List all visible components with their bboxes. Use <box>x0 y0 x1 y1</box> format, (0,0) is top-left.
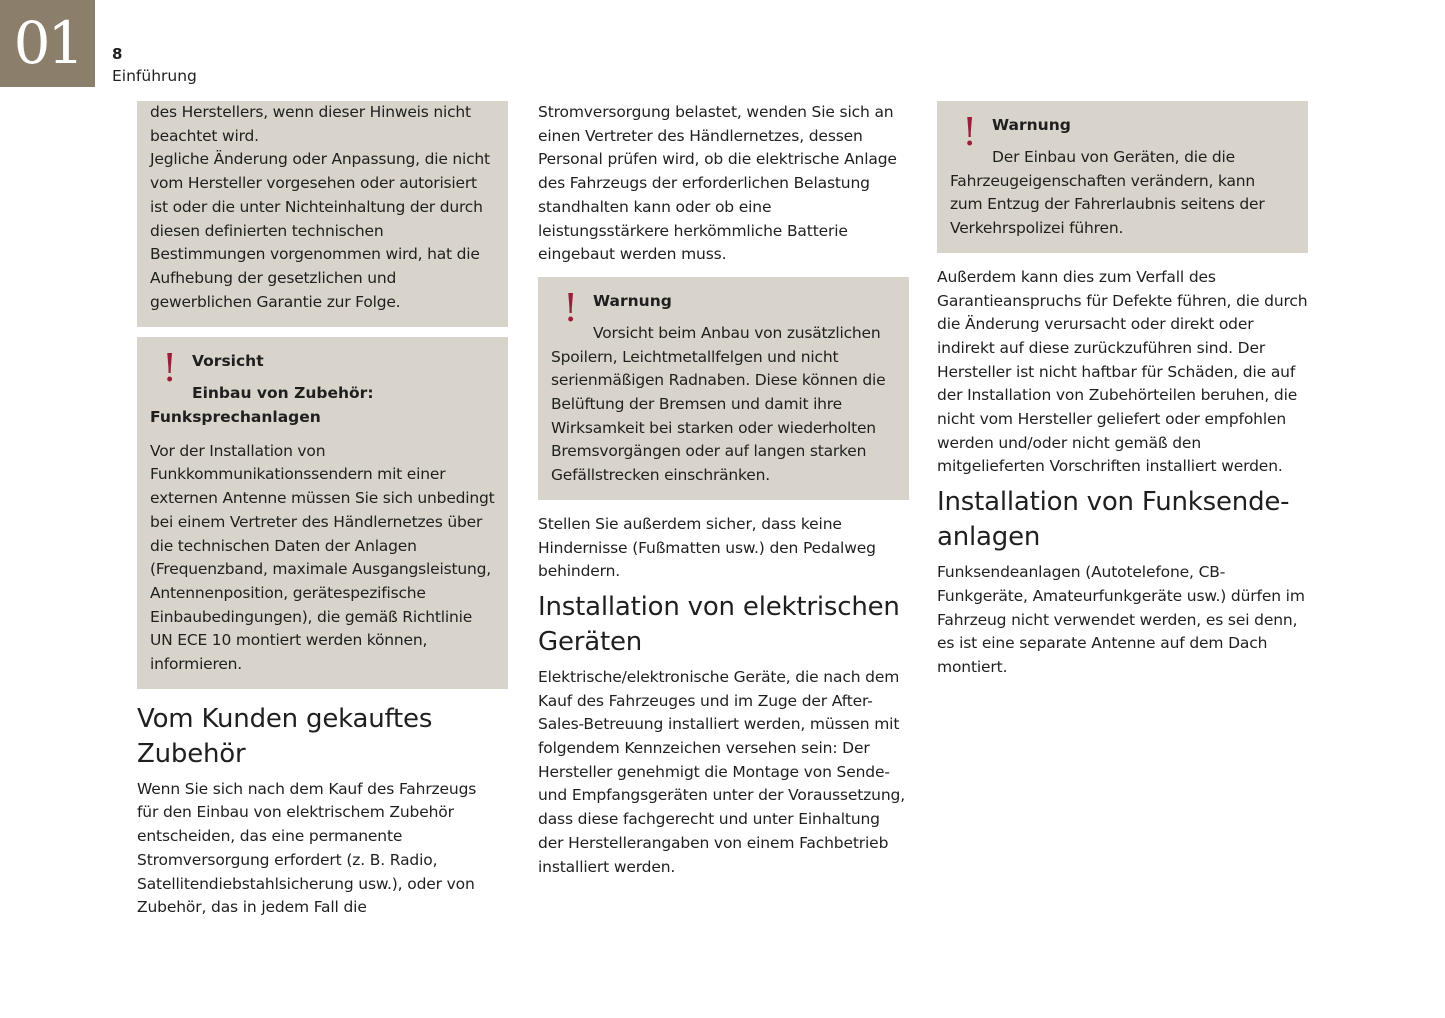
section-heading: Installation von Funksende-anlagen <box>937 487 1290 553</box>
warning-header <box>950 110 1296 154</box>
column-1 <box>137 101 508 920</box>
section-heading: Installation von elektrischen Geräten <box>538 591 900 657</box>
warning-box <box>538 277 909 500</box>
paragraph: Außerdem kann dies zum Verfall des Garantieanspruchs für Defekte führen, die durch die Änderung verursacht oder direkt oder indirekt auf diese zurückzuführen sind. Der Hersteller ist nicht haftbar für Schäden, die auf der Installation von Zubehörteilen beruhen, die nicht vom Hersteller geliefert oder empfohlen werden und/oder nicht gemäß den mitgelieferten Vorschriften installiert werden. <box>937 267 1308 476</box>
caution-label: Vorsicht <box>192 352 264 371</box>
warning-header <box>551 285 897 330</box>
warning-text: Der Einbau von Geräten, die die Fahrzeugeigenschaften verändern, kann zum Entzug der Fahrerlaubnis seitens der Verkehrspolizei führen. <box>950 148 1265 238</box>
exclamation-icon: ! <box>162 346 178 391</box>
warning-label: Warnung <box>593 291 672 310</box>
intro-text: Stromversorgung belastet, wenden Sie sich an einen Vertreter des Händlernetzes, dessen Personal prüfen wird, ob die elektrische Anlage des Fahrzeugs der erforderlichen Belastung standhalten kann oder ob eine leistungsstärkere herkömmliche Batterie eingebaut werden muss. <box>538 103 897 264</box>
column-2 <box>538 101 909 879</box>
body-text: Elektrische/elektronische Geräte, die nach dem Kauf des Fahrzeuges und im Zuge der After-Sales-Betreuung installiert werden, müssen mit folgendem Kennzeichen versehen sein: Der Hersteller genehmigt die Montage von Sende- und Empfangsgeräten unter der Voraussetzung, dass diese fachgerecht und unter Einhaltung der Herstellerangaben von einem Fachbetrieb installiert werden. <box>538 667 905 876</box>
warning-box <box>937 101 1308 253</box>
warning-label: Warnung <box>992 116 1071 134</box>
notice-box-continued <box>137 101 508 327</box>
exclamation-icon: ! <box>563 285 579 330</box>
page-number: 8 <box>112 45 123 63</box>
section-title: Einführung <box>112 67 197 85</box>
body-text: Funksendeanlagen (Autotelefone, CB-Funkgeräte, Amateurfunkgeräte usw.) dürfen im Fahrzeug nicht verwendet werden, es sei denn, es ist eine separate Antenne auf dem Dach montiert. <box>937 563 1305 676</box>
paragraph: Stellen Sie außerdem sicher, dass keine Hindernisse (Fußmatten usw.) den Pedalweg behindern. <box>538 514 876 581</box>
warning-text: Vorsicht beim Anbau von zusätzlichen Spoilern, Leichtmetallfelgen und nicht serienmäßigen Radnaben. Diese können die Belüftung der Bremsen und damit ihre Wirksamkeit bei starken oder wiederholten Bremsvorgängen oder auf langen starken Gefällstrecken einschränken. <box>551 323 886 485</box>
caution-box <box>137 337 508 688</box>
caution-subtitle: Einbau von Zubehör: Funksprechanlagen <box>150 384 374 427</box>
chapter-number: 01 <box>0 0 95 87</box>
caution-text: Vor der Installation von Funkkommunikationssendern mit einer externen Antenne müssen Sie sich unbedingt bei einem Vertreter des Händlernetzes über die technischen Daten der Anlagen (Frequenzband, maximale Ausgangsleistung, Antennenposition, gerätespezifische Einbaubedingungen), die gemäß Richtlinie UN ECE 10 montiert werden können, informieren. <box>150 441 495 674</box>
column-3 <box>937 101 1308 680</box>
section-heading: Vom Kunden gekauftes Zubehör <box>137 703 433 769</box>
exclamation-icon: ! <box>962 110 978 154</box>
notice-text: des Herstellers, wenn dieser Hinweis nicht beachtet wird. Jegliche Änderung oder Anpassung, die nicht vom Hersteller vorgesehen oder autorisiert ist oder die unter Nichteinhaltung der durch diesen definierten technischen Bestimmungen vorgenommen wird, hat die Aufhebung der gesetzlichen und gewerblichen Garantie zur Folge. <box>150 103 490 311</box>
caution-header <box>150 346 496 391</box>
body-text: Wenn Sie sich nach dem Kauf des Fahrzeugs für den Einbau von elektrischem Zubehör entscheiden, das eine permanente Stromversorgung erfordert (z. B. Radio, Satellitendiebstahlsicherung usw.), oder von Zubehör, das in jedem Fall die <box>137 779 477 917</box>
